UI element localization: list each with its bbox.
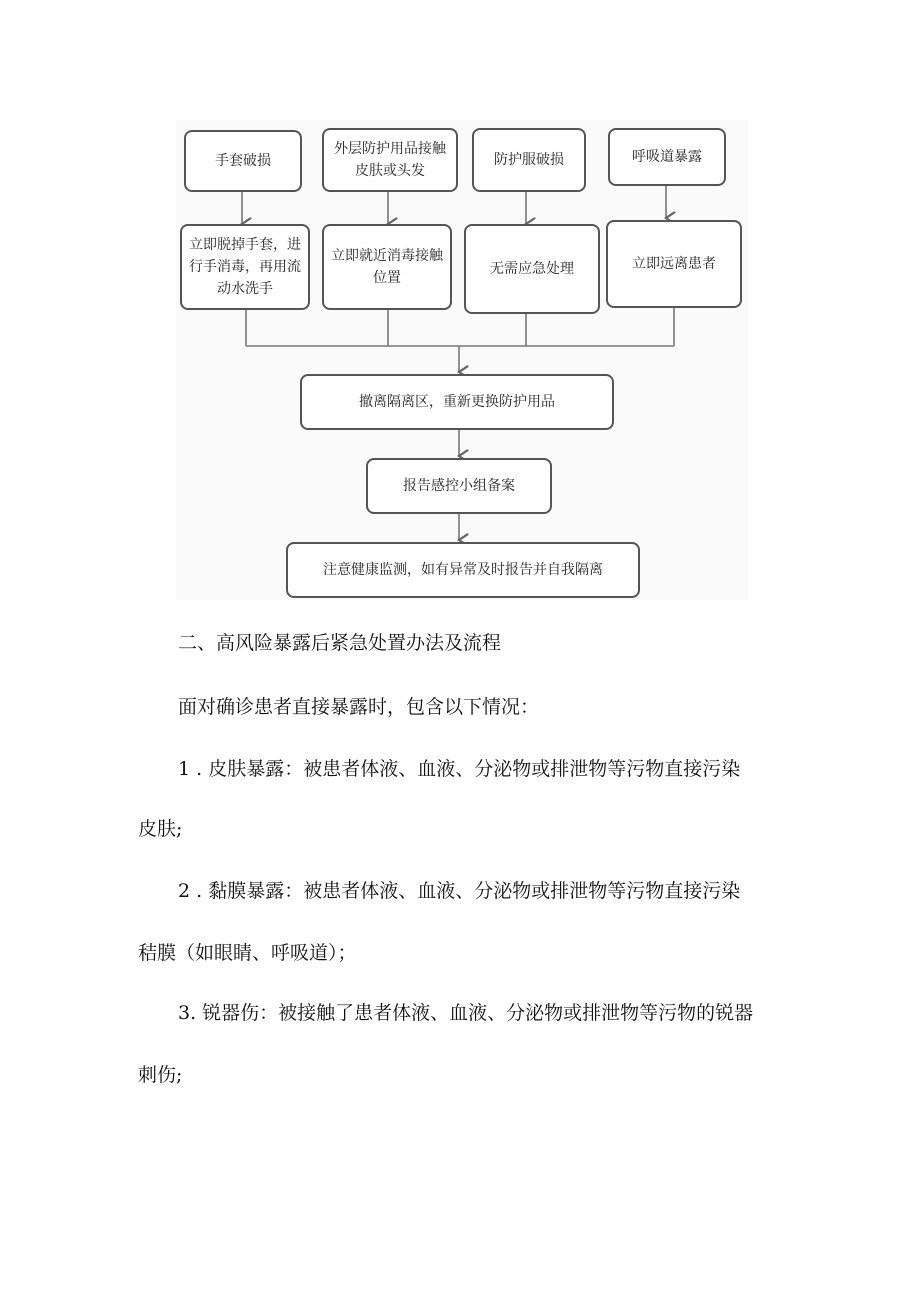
item-1-line2: 皮肤; [138, 818, 183, 840]
section-title: 二、高风险暴露后紧急处置办法及流程 [178, 632, 502, 654]
step-report-infection-control: 报告感控小组备案 [366, 458, 552, 514]
trigger-gown-damage: 防护服破损 [472, 128, 586, 192]
action-disinfect-contact: 立即就近消毒接触位置 [322, 224, 452, 310]
action-no-emergency: 无需应急处理 [464, 224, 600, 314]
item-1-line1: 1 . 皮肤暴露：被患者体液、血液、分泌物或排泄物等污物直接污染 [178, 758, 741, 780]
item-3-line2: 刺伤; [138, 1064, 183, 1086]
flowchart [176, 120, 748, 600]
step-health-monitoring: 注意健康监测，如有异常及时报告并自我隔离 [286, 542, 640, 598]
step-evacuate-replace-ppe: 撤离隔离区，重新更换防护用品 [300, 374, 614, 430]
item-2-line1: 2 . 黏膜暴露：被患者体液、血液、分泌物或排泄物等污物直接污染 [178, 880, 741, 902]
trigger-outer-ppe-contact: 外层防护用品接触皮肤或头发 [322, 128, 458, 192]
item-2-line2: 秸膜（如眼睛、呼吸道）； [138, 942, 357, 964]
item-3-line1: 3. 锐器伤：被接触了患者体液、血液、分泌物或排泄物等污物的锐器 [178, 1002, 754, 1024]
trigger-respiratory-exposure: 呼吸道暴露 [608, 128, 726, 186]
flowchart-connectors [176, 120, 748, 600]
intro-text: 面对确诊患者直接暴露时，包含以下情况： [178, 696, 540, 718]
action-remove-gloves: 立即脱掉手套，进行手消毒，再用流动水洗手 [180, 224, 310, 310]
trigger-glove-damage: 手套破损 [184, 130, 302, 192]
action-leave-patient: 立即远离患者 [606, 220, 742, 308]
